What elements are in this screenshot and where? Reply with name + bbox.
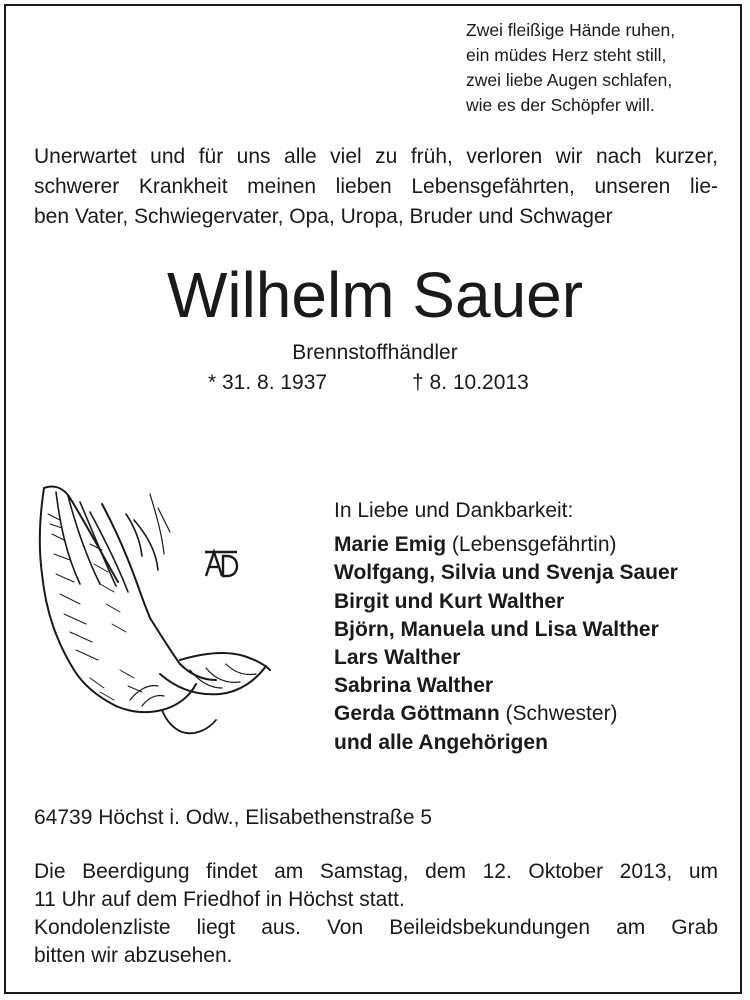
mourner-name: Gerda Göttmann (334, 702, 500, 726)
deceased-name: Wilhelm Sauer (166, 259, 584, 331)
intro-line: ben Vater, Schwiegervater, Opa, Uropa, Bruder und Schwager (34, 205, 613, 228)
mourner-row (334, 644, 678, 672)
intro-text (34, 142, 718, 232)
mourner-row (334, 616, 678, 644)
mourner-row (334, 729, 678, 757)
funeral-line: Die Beerdigung findet am Samstag, dem 12. Oktober 2013, um (34, 860, 718, 883)
mourner-note: (Schwester) (505, 702, 618, 726)
intro-line: schwerer Krankheit meinen lieben Lebensgefährten, unseren lie- (34, 175, 718, 198)
mourner-name: Lars Walther (334, 646, 461, 670)
mourner-name: Wolfgang, Silvia und Svenja Sauer (334, 561, 678, 585)
mourner-name: Björn, Manuela und Lisa Walther (334, 617, 659, 641)
poem-line: Zwei fleißige Hände ruhen, (466, 20, 676, 40)
mourner-row (334, 672, 678, 700)
mourner-row (334, 559, 678, 587)
mourner-name: Marie Emig (334, 533, 447, 557)
mourners-list (334, 497, 678, 757)
praying-hands-icon (30, 474, 276, 736)
mourner-note: (Lebensgefährtin) (451, 533, 617, 557)
mourner-name: Sabrina Walther (334, 674, 494, 698)
mourner-row (334, 588, 678, 616)
durer-monogram-icon (203, 546, 239, 578)
funeral-line: bitten wir abzusehen. (34, 944, 233, 967)
mourner-name: und alle Angehörigen (334, 730, 548, 754)
mourner-name: Birgit und Kurt Walther (334, 589, 565, 613)
death-date: † 8. 10.2013 (412, 371, 529, 394)
mourners-heading: In Liebe und Dankbarkeit: (334, 499, 574, 522)
mourner-row (334, 700, 678, 728)
funeral-info (34, 858, 718, 970)
birth-date: * 31. 8. 1937 (208, 371, 328, 394)
deceased-profession: Brennstoffhändler (292, 341, 458, 364)
mourner-row (334, 531, 678, 559)
address: 64739 Höchst i. Odw., Elisabethenstraße 5 (34, 806, 433, 829)
funeral-line: Kondolenzliste liegt aus. Von Beileidsbekundungen am Grab (34, 916, 718, 939)
poem-line: zwei liebe Augen schlafen, (466, 70, 673, 90)
funeral-line: 11 Uhr auf dem Friedhof in Höchst statt. (34, 888, 405, 911)
intro-line: Unerwartet und für uns alle viel zu früh, verloren wir nach kurzer, (34, 145, 718, 168)
poem-line: ein müdes Herz steht still, (466, 45, 667, 65)
poem-line: wie es der Schöpfer will. (466, 95, 655, 115)
poem (466, 18, 706, 118)
